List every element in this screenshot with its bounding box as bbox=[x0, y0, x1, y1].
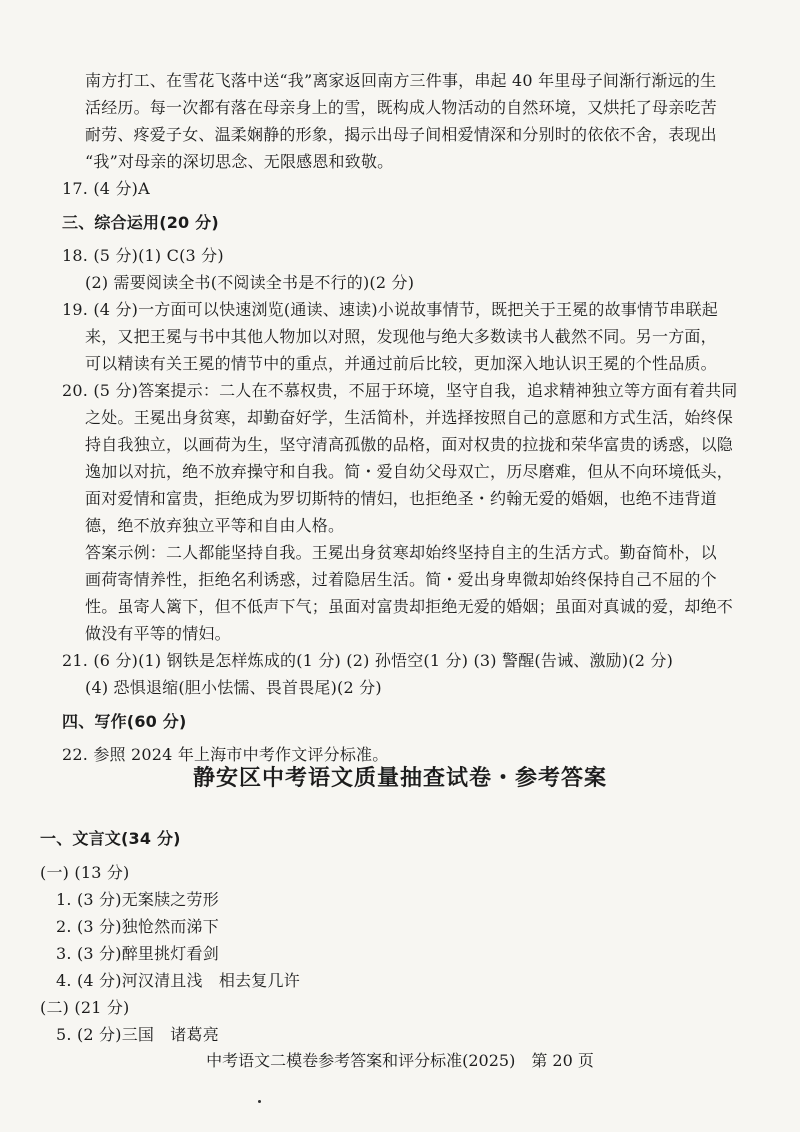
text-line: 来，又把王冕与书中其他人物加以对照，发现他与绝大多数读书人截然不同。另一方面， bbox=[85, 327, 717, 346]
text-line: 面对爱情和富贵，拒绝成为罗切斯特的情妇，也拒绝圣・约翰无爱的婚姻，也绝不违背道 bbox=[85, 489, 717, 508]
text-line: 1. (3 分)无案牍之劳形 bbox=[56, 890, 219, 909]
text-line: (2) 需要阅读全书(不阅读全书是不行的)(2 分) bbox=[85, 273, 415, 292]
text-line: 21. (6 分)(1) 钢铁是怎样炼成的(1 分) (2) 孙悟空(1 分) (3) 警醒(告诫、激励)(2 分) bbox=[62, 651, 674, 670]
text-line: 可以精读有关王冕的情节中的重点，并通过前后比较，更加深入地认识王冕的个性品质。 bbox=[85, 354, 717, 373]
text-line: 3. (3 分)醉里挑灯看剑 bbox=[56, 944, 219, 963]
text-line: 17. (4 分)A bbox=[62, 179, 150, 198]
text-line: (二) (21 分) bbox=[40, 998, 130, 1017]
text-line: 答案示例：二人都能坚持自我。王冕出身贫寒却始终坚持自主的生活方式。勤奋简朴，以 bbox=[85, 543, 717, 562]
text-line: 画荷寄情养性，拒绝名利诱惑，过着隐居生活。简・爱出身卑微却始终保持自己不屈的个 bbox=[85, 570, 717, 589]
text-line: 19. (4 分)一方面可以快速浏览(通读、速读)小说故事情节，既把关于王冕的故事情节串联起 bbox=[62, 300, 718, 319]
scan-speck bbox=[258, 1100, 261, 1103]
text-line: 耐劳、疼爱子女、温柔娴静的形象，揭示出母子间相爱情深和分别时的依依不舍，表现出 bbox=[85, 125, 717, 144]
text-line: 做没有平等的情妇。 bbox=[85, 624, 231, 643]
text-line: 18. (5 分)(1) C(3 分) bbox=[62, 246, 224, 265]
text-line: 4. (4 分)河汉清且浅 相去复几许 bbox=[56, 971, 300, 990]
page-footer: 中考语文二模卷参考答案和评分标准(2025) 第 20 页 bbox=[206, 1051, 594, 1070]
section-heading: 四、写作(60 分) bbox=[62, 712, 187, 731]
text-line: 2. (3 分)独怆然而涕下 bbox=[56, 917, 219, 936]
text-line: 22. 参照 2024 年上海市中考作文评分标准。 bbox=[62, 745, 389, 764]
section-heading: 三、综合运用(20 分) bbox=[62, 213, 219, 232]
section-heading: 一、文言文(34 分) bbox=[40, 829, 181, 848]
text-line: 南方打工、在雪花飞落中送“我”离家返回南方三件事，串起 40 年里母子间渐行渐远的生 bbox=[85, 71, 717, 90]
section-title: 静安区中考语文质量抽查试卷・参考答案 bbox=[192, 766, 607, 791]
text-line: 逸加以对抗，绝不放弃操守和自我。简・爱自幼父母双亡，历尽磨难，但从不向环境低头， bbox=[85, 462, 734, 481]
text-line: 活经历。每一次都有落在母亲身上的雪，既构成人物活动的自然环境，又烘托了母亲吃苦 bbox=[85, 98, 717, 117]
text-line: 之处。王冕出身贫寒，却勤奋好学，生活简朴，并选择按照自己的意愿和方式生活，始终保 bbox=[85, 408, 734, 427]
text-line: 5. (2 分)三国 诸葛亮 bbox=[56, 1025, 219, 1044]
text-line: 持自我独立，以画荷为生，坚守清高孤傲的品格，面对权贵的拉拢和荣华富贵的诱惑，以隐 bbox=[85, 435, 734, 454]
text-line: “我”对母亲的深切思念、无限感恩和致敬。 bbox=[85, 152, 394, 171]
text-line: 德，绝不放弃独立平等和自由人格。 bbox=[85, 516, 345, 535]
text-line: 20. (5 分)答案提示：二人在不慕权贵，不屈于环境，坚守自我，追求精神独立等方面有着共同 bbox=[62, 381, 738, 400]
text-line: 性。虽寄人篱下，但不低声下气；虽面对富贵却拒绝无爱的婚姻；虽面对真诚的爱，却绝不 bbox=[85, 597, 734, 616]
text-line: (一) (13 分) bbox=[40, 863, 130, 882]
text-line: (4) 恐惧退缩(胆小怯懦、畏首畏尾)(2 分) bbox=[85, 678, 382, 697]
